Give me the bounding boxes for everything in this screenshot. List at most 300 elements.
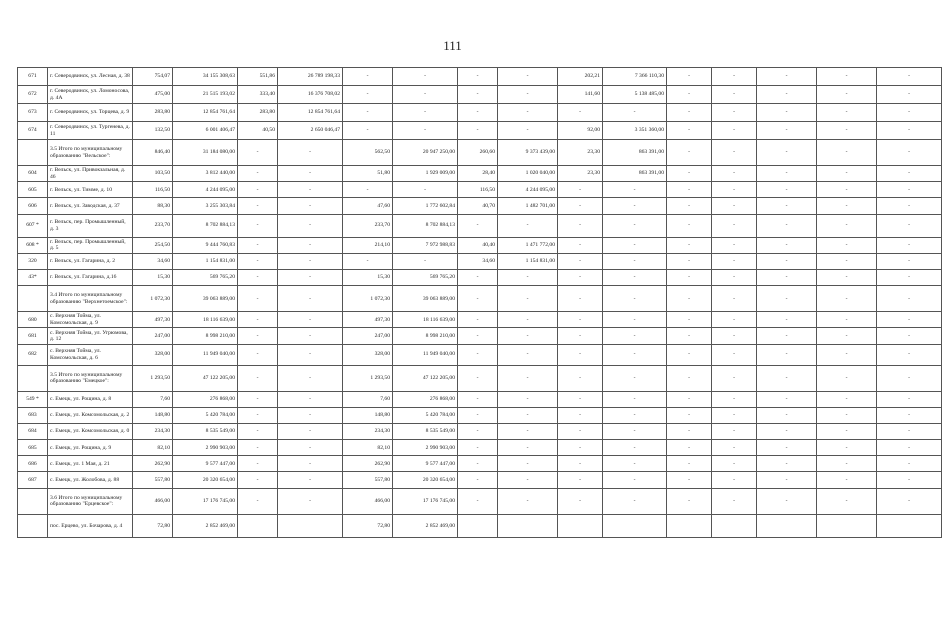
cell-c4: - <box>238 423 278 439</box>
cell-c5: - <box>278 365 343 391</box>
cell-c7: 569 765,20 <box>393 269 458 285</box>
cell-c6: 148,80 <box>343 407 393 423</box>
table-row <box>18 312 942 328</box>
cell-c6: - <box>343 68 393 86</box>
cell-c11: - <box>603 407 667 423</box>
cell-c8: - <box>458 104 498 122</box>
cell-c4: - <box>238 365 278 391</box>
cell-area: 283,80 <box>133 104 173 122</box>
cell-c4: - <box>238 344 278 365</box>
cell-c4 <box>238 514 278 537</box>
cell-c7: - <box>393 68 458 86</box>
cell-c16: - <box>877 286 942 312</box>
cell-c8: 40,70 <box>458 198 498 214</box>
cell-addr: 3.5 Итого по муниципальному образованию "Емецкое": <box>48 365 133 391</box>
cell-c11: - <box>603 253 667 269</box>
cell-id: 606 <box>18 198 48 214</box>
cell-area: 497,30 <box>133 312 173 328</box>
cell-c15: - <box>817 198 877 214</box>
cell-id <box>18 140 48 166</box>
cell-c5: - <box>278 182 343 198</box>
cell-c5: - <box>278 198 343 214</box>
table-row <box>18 122 942 140</box>
cell-c9: - <box>498 423 558 439</box>
cell-id: 672 <box>18 86 48 104</box>
cell-area: 557,80 <box>133 472 173 488</box>
cell-c13: - <box>712 122 757 140</box>
cell-c7: 7 972 988,83 <box>393 237 458 253</box>
cell-area: 88,30 <box>133 198 173 214</box>
cell-c14: - <box>757 237 817 253</box>
cell-c15: - <box>817 391 877 407</box>
cell-c13: - <box>712 344 757 365</box>
cell-c13: - <box>712 456 757 472</box>
cell-c9: - <box>498 312 558 328</box>
cell-c11: - <box>603 104 667 122</box>
cell-c10: - <box>558 344 603 365</box>
cell-c14: - <box>757 488 817 514</box>
cell-c11: 863 391,00 <box>603 166 667 182</box>
cell-c13: - <box>712 269 757 285</box>
cell-c4: - <box>238 182 278 198</box>
table-row <box>18 104 942 122</box>
cell-id <box>18 286 48 312</box>
cell-c6: 234,30 <box>343 423 393 439</box>
cell-c16: - <box>877 269 942 285</box>
cell-id: 43* <box>18 269 48 285</box>
cell-c12: - <box>667 122 712 140</box>
cell-c13: - <box>712 472 757 488</box>
cell-cost: 8 535 549,00 <box>173 423 238 439</box>
cell-c7: 20 947 250,00 <box>393 140 458 166</box>
cell-c13: - <box>712 391 757 407</box>
cell-c16: - <box>877 198 942 214</box>
cell-c11: - <box>603 286 667 312</box>
cell-c14: - <box>757 140 817 166</box>
cell-c13: - <box>712 104 757 122</box>
cell-c16: - <box>877 166 942 182</box>
cell-c10: - <box>558 104 603 122</box>
table-row <box>18 269 942 285</box>
cell-c8: - <box>458 68 498 86</box>
cell-c4: - <box>238 253 278 269</box>
cell-area: 754,07 <box>133 68 173 86</box>
cell-c7: 1 772 602,84 <box>393 198 458 214</box>
table-row <box>18 237 942 253</box>
cell-c14: - <box>757 253 817 269</box>
cell-c7: 47 122 205,00 <box>393 365 458 391</box>
cell-c9: - <box>498 122 558 140</box>
cell-c4: - <box>238 440 278 456</box>
cell-c6: 247,00 <box>343 328 393 344</box>
cell-cost: 39 063 889,00 <box>173 286 238 312</box>
cell-c15: - <box>817 166 877 182</box>
cell-c11: 3 351 360,00 <box>603 122 667 140</box>
cell-c14: - <box>757 104 817 122</box>
cell-c10: - <box>558 391 603 407</box>
cell-addr: с. Емецк, ул. Рощина, д. 8 <box>48 391 133 407</box>
cell-addr: г. Северодвинск, ул. Ломоносова, д. 4А <box>48 86 133 104</box>
cell-c13: - <box>712 237 757 253</box>
cell-c7: 17 176 745,00 <box>393 488 458 514</box>
cell-c13: - <box>712 328 757 344</box>
cell-c13: - <box>712 423 757 439</box>
cell-c10: - <box>558 423 603 439</box>
cell-addr: с. Верхняя Тойма, ул. Комсомольская, д. 6 <box>48 344 133 365</box>
cell-c5: - <box>278 407 343 423</box>
cell-addr: г. Вельск, ул. Гагарина, д. 2 <box>48 253 133 269</box>
cell-c12: - <box>667 86 712 104</box>
cell-c12: - <box>667 104 712 122</box>
cell-addr: г. Северодвинск, ул. Тургенева, д. 11 <box>48 122 133 140</box>
cell-cost: 5 420 784,00 <box>173 407 238 423</box>
cell-c10: - <box>558 286 603 312</box>
cell-c6: 47,60 <box>343 198 393 214</box>
cell-c15: - <box>817 140 877 166</box>
cell-addr: г. Вельск, ул. Тимме, д. 10 <box>48 182 133 198</box>
cell-c7: 18 116 639,00 <box>393 312 458 328</box>
cell-cost: 9 444 760,83 <box>173 237 238 253</box>
cell-c8: - <box>458 122 498 140</box>
cell-c12: - <box>667 440 712 456</box>
cell-c10: - <box>558 365 603 391</box>
cell-c16: - <box>877 182 942 198</box>
cell-c5: - <box>278 344 343 365</box>
cell-area: 148,80 <box>133 407 173 423</box>
cell-c12: - <box>667 269 712 285</box>
cell-c8: - <box>458 440 498 456</box>
cell-c15: - <box>817 104 877 122</box>
cell-c6: 51,80 <box>343 166 393 182</box>
cell-c9: - <box>498 407 558 423</box>
cell-cost: 11 949 040,00 <box>173 344 238 365</box>
cell-c6: 1 072,30 <box>343 286 393 312</box>
cell-cost: 9 577 447,00 <box>173 456 238 472</box>
cell-c6: 466,00 <box>343 488 393 514</box>
cell-c15: - <box>817 407 877 423</box>
cell-c16: - <box>877 312 942 328</box>
cell-c7: - <box>393 104 458 122</box>
cell-c6: - <box>343 104 393 122</box>
cell-c14: - <box>757 68 817 86</box>
subtotal-row <box>18 514 942 537</box>
cell-c10: - <box>558 312 603 328</box>
cell-c12: - <box>667 182 712 198</box>
cell-c14: - <box>757 328 817 344</box>
cell-id: 674 <box>18 122 48 140</box>
cell-c13: - <box>712 214 757 237</box>
cell-c16: - <box>877 365 942 391</box>
cell-addr: с. Емецк, ул. 1 Мая, д. 21 <box>48 456 133 472</box>
cell-c14: - <box>757 391 817 407</box>
cell-c9: 4 244 095,00 <box>498 182 558 198</box>
cell-c12: - <box>667 68 712 86</box>
cell-c16: - <box>877 472 942 488</box>
cell-c4: - <box>238 472 278 488</box>
cell-c14: - <box>757 122 817 140</box>
cell-c9 <box>498 514 558 537</box>
cell-c5: - <box>278 456 343 472</box>
cell-c12: - <box>667 391 712 407</box>
cell-id <box>18 514 48 537</box>
cell-c7: 39 063 889,00 <box>393 286 458 312</box>
cell-addr: с. Емецк, ул. Рощина, д. 9 <box>48 440 133 456</box>
cell-c7: 2 990 903,00 <box>393 440 458 456</box>
cell-c9: - <box>498 488 558 514</box>
cell-c11: 5 138 485,00 <box>603 86 667 104</box>
cell-c9: - <box>498 344 558 365</box>
cell-c8: 34,60 <box>458 253 498 269</box>
cell-area: 475,00 <box>133 86 173 104</box>
cell-c14: - <box>757 182 817 198</box>
cell-id: 682 <box>18 344 48 365</box>
cell-c5: - <box>278 391 343 407</box>
subtotal-row <box>18 140 942 166</box>
cell-c13: - <box>712 198 757 214</box>
cell-c9: - <box>498 328 558 344</box>
cell-area: 7,60 <box>133 391 173 407</box>
cell-c11: - <box>603 456 667 472</box>
cell-c6: 262,90 <box>343 456 393 472</box>
cell-c9: 1 471 772,00 <box>498 237 558 253</box>
table-row <box>18 198 942 214</box>
cell-c8: - <box>458 365 498 391</box>
cell-c6: 233,70 <box>343 214 393 237</box>
cell-c5: - <box>278 214 343 237</box>
cell-id: 681 <box>18 328 48 344</box>
cell-id: 686 <box>18 456 48 472</box>
cell-c13: - <box>712 68 757 86</box>
cell-c9: - <box>498 472 558 488</box>
cell-c5: - <box>278 488 343 514</box>
cell-c11: - <box>603 391 667 407</box>
cell-c15: - <box>817 472 877 488</box>
cell-c12: - <box>667 214 712 237</box>
cell-c16: - <box>877 253 942 269</box>
cell-c4: - <box>238 391 278 407</box>
cell-c8: - <box>458 472 498 488</box>
cell-cost: 569 765,20 <box>173 269 238 285</box>
cell-c9: 1 482 701,00 <box>498 198 558 214</box>
cell-cost: 6 001 406,47 <box>173 122 238 140</box>
cell-c8: - <box>458 286 498 312</box>
table-row <box>18 253 942 269</box>
cell-c6: 1 293,50 <box>343 365 393 391</box>
cell-c11: - <box>603 269 667 285</box>
cell-c14: - <box>757 198 817 214</box>
cell-c6: 562,50 <box>343 140 393 166</box>
cell-area: 116,50 <box>133 182 173 198</box>
cell-c4: - <box>238 488 278 514</box>
cell-addr: г. Вельск, ул. Привокзальная, д. 46 <box>48 166 133 182</box>
cell-c11: - <box>603 328 667 344</box>
cell-c15: - <box>817 423 877 439</box>
cell-c12: - <box>667 312 712 328</box>
cell-c5: - <box>278 328 343 344</box>
cell-id: 680 <box>18 312 48 328</box>
cell-c14: - <box>757 86 817 104</box>
cell-c4: - <box>238 456 278 472</box>
cell-c5: - <box>278 423 343 439</box>
cell-c11: 7 366 110,30 <box>603 68 667 86</box>
cell-c13: - <box>712 86 757 104</box>
cell-c10: - <box>558 328 603 344</box>
cell-c7: 8 535 549,00 <box>393 423 458 439</box>
cell-c13: - <box>712 286 757 312</box>
cell-c16: - <box>877 407 942 423</box>
cell-c6: - <box>343 122 393 140</box>
cell-area: 262,90 <box>133 456 173 472</box>
cell-c8: - <box>458 407 498 423</box>
cell-c10: 141,60 <box>558 86 603 104</box>
cell-id: 685 <box>18 440 48 456</box>
cell-c12: - <box>667 198 712 214</box>
table-row <box>18 214 942 237</box>
cell-c15: - <box>817 68 877 86</box>
cell-c6: 72,80 <box>343 514 393 537</box>
cell-c15: - <box>817 286 877 312</box>
cell-c9: - <box>498 365 558 391</box>
cell-c7: 2 852 469,00 <box>393 514 458 537</box>
cell-c5: - <box>278 253 343 269</box>
cell-c4: - <box>238 166 278 182</box>
cell-addr: г. Вельск, пер. Промышленный, д. 3 <box>48 214 133 237</box>
table-row <box>18 182 942 198</box>
cell-c11: - <box>603 214 667 237</box>
cell-addr: с. Емецк, ул. Комсомольская, д. 0 <box>48 423 133 439</box>
cell-c16: - <box>877 104 942 122</box>
cell-c13: - <box>712 253 757 269</box>
cell-c5: 26 789 198,33 <box>278 68 343 86</box>
cell-c14: - <box>757 344 817 365</box>
cell-id: 607 * <box>18 214 48 237</box>
cell-id: 673 <box>18 104 48 122</box>
cell-c6: 497,30 <box>343 312 393 328</box>
cell-c11: - <box>603 182 667 198</box>
cell-c10: 23,30 <box>558 166 603 182</box>
cell-c10: - <box>558 440 603 456</box>
cell-c15: - <box>817 122 877 140</box>
cell-c9: - <box>498 456 558 472</box>
cell-c8: - <box>458 488 498 514</box>
cell-c13: - <box>712 182 757 198</box>
cell-c10: - <box>558 198 603 214</box>
cell-c7: 276 868,00 <box>393 391 458 407</box>
cell-c11: - <box>603 344 667 365</box>
subtotal-row <box>18 286 942 312</box>
cell-addr: с. Верхняя Тойма, ул. Угрюмова, д. 12 <box>48 328 133 344</box>
cell-c7: 5 420 784,00 <box>393 407 458 423</box>
cell-c13: - <box>712 488 757 514</box>
cell-addr: 3.6 Итого по муниципальному образованию "Ерцевское": <box>48 488 133 514</box>
cell-cost: 34 155 308,63 <box>173 68 238 86</box>
cell-c15: - <box>817 269 877 285</box>
cell-c11: - <box>603 312 667 328</box>
cell-c7: - <box>393 122 458 140</box>
cell-c5: - <box>278 237 343 253</box>
cell-c5: - <box>278 140 343 166</box>
cell-area: 103,50 <box>133 166 173 182</box>
cell-area: 234,30 <box>133 423 173 439</box>
cell-addr: с. Емецк, ул. Жолобова, д. 88 <box>48 472 133 488</box>
cell-c14: - <box>757 214 817 237</box>
cell-cost: 21 515 193,02 <box>173 86 238 104</box>
cell-area: 247,00 <box>133 328 173 344</box>
cell-c5: - <box>278 440 343 456</box>
cell-area: 1 072,30 <box>133 286 173 312</box>
cell-c8: - <box>458 86 498 104</box>
cell-c4: 40,50 <box>238 122 278 140</box>
cell-c5 <box>278 514 343 537</box>
cell-c9: - <box>498 286 558 312</box>
cell-c15: - <box>817 488 877 514</box>
cell-c8: - <box>458 214 498 237</box>
cell-id: 608 * <box>18 237 48 253</box>
cell-area: 72,80 <box>133 514 173 537</box>
cell-addr: пос. Ерцево, ул. Бочарова, д. 4 <box>48 514 133 537</box>
cell-c6: 557,80 <box>343 472 393 488</box>
cell-c15: - <box>817 328 877 344</box>
cell-c16: - <box>877 456 942 472</box>
cell-c15: - <box>817 214 877 237</box>
cell-c12: - <box>667 253 712 269</box>
cell-c4: - <box>238 269 278 285</box>
cell-c15: - <box>817 253 877 269</box>
cell-c14: - <box>757 166 817 182</box>
cell-c4: 551,86 <box>238 68 278 86</box>
cell-cost: 2 852 469,00 <box>173 514 238 537</box>
cell-id: 683 <box>18 407 48 423</box>
cell-c16: - <box>877 440 942 456</box>
cell-c12: - <box>667 407 712 423</box>
cell-cost: 2 990 903,00 <box>173 440 238 456</box>
cell-c13: - <box>712 312 757 328</box>
table-row <box>18 86 942 104</box>
cell-c13: - <box>712 440 757 456</box>
cell-c8: 260,60 <box>458 140 498 166</box>
cell-c10: 92,00 <box>558 122 603 140</box>
cell-c11: - <box>603 365 667 391</box>
cell-c5: - <box>278 312 343 328</box>
cell-addr: с. Емецк, ул. Комсомольская, д. 2 <box>48 407 133 423</box>
cell-addr: г. Вельск, ул. Заводская, д. 37 <box>48 198 133 214</box>
cell-c6: - <box>343 182 393 198</box>
cell-area: 254,50 <box>133 237 173 253</box>
cell-c15: - <box>817 344 877 365</box>
cell-c12: - <box>667 237 712 253</box>
cell-c8: - <box>458 312 498 328</box>
cell-c9: 9 373 439,00 <box>498 140 558 166</box>
cell-area: 1 293,50 <box>133 365 173 391</box>
cell-c13: - <box>712 407 757 423</box>
cell-c10 <box>558 514 603 537</box>
cell-c8: - <box>458 328 498 344</box>
cell-c7: - <box>393 253 458 269</box>
cell-c8: - <box>458 269 498 285</box>
cell-c4: - <box>238 407 278 423</box>
cell-c14: - <box>757 312 817 328</box>
cell-c10: - <box>558 182 603 198</box>
cell-c14: - <box>757 407 817 423</box>
cell-c5: - <box>278 472 343 488</box>
table-row <box>18 166 942 182</box>
cell-c10: 23,30 <box>558 140 603 166</box>
cell-c12: - <box>667 423 712 439</box>
cell-c9: 1 020 040,00 <box>498 166 558 182</box>
cell-c12: - <box>667 456 712 472</box>
cell-area: 466,00 <box>133 488 173 514</box>
cell-c10: - <box>558 269 603 285</box>
